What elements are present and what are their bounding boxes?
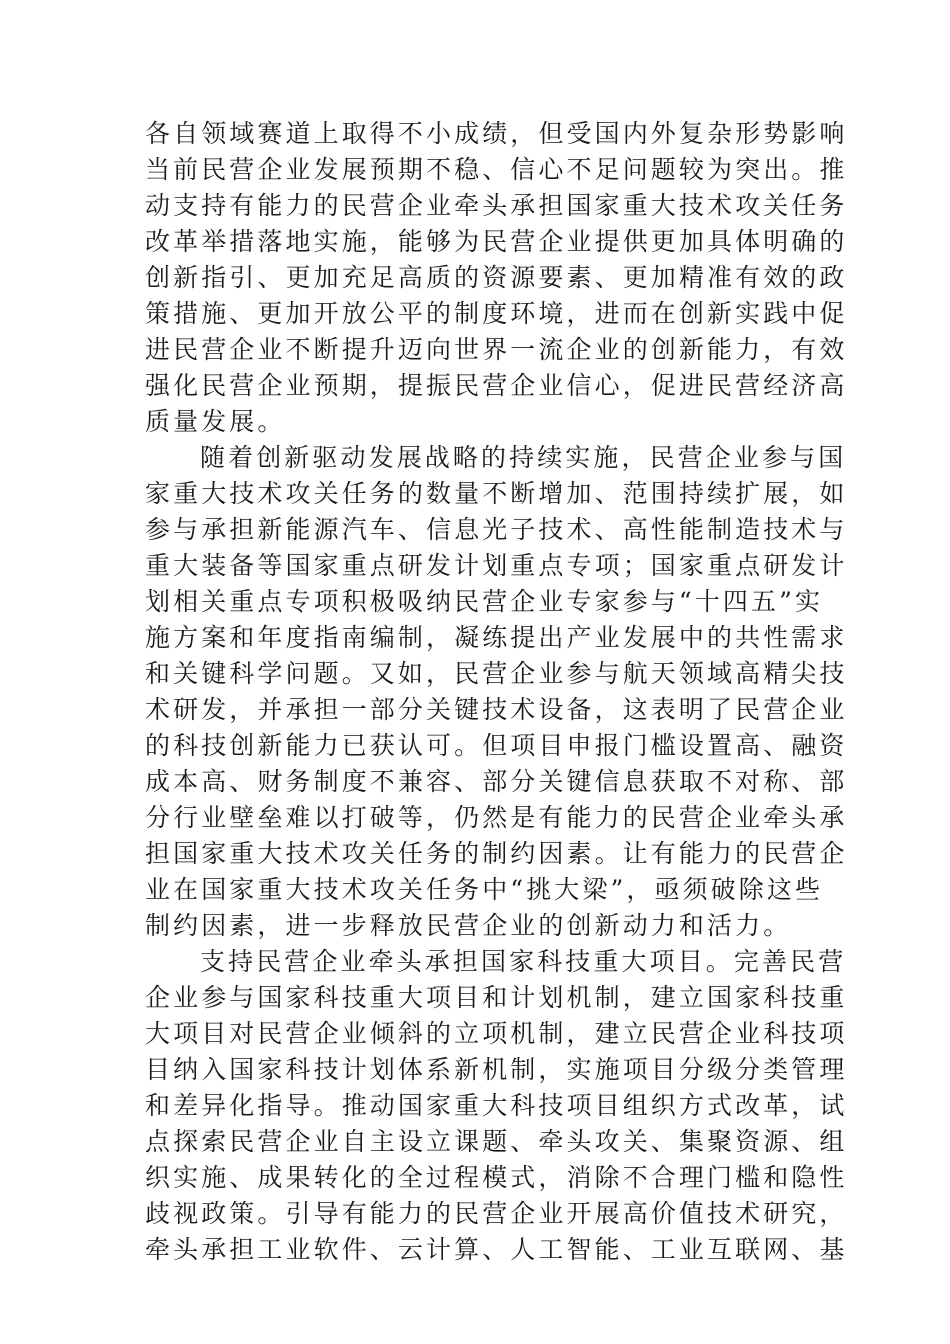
text-line: 动支持有能力的民营企业牵头承担国家重大技术攻关任务 bbox=[145, 191, 848, 220]
text-line: 进民营企业不断提升迈向世界一流企业的创新能力，有效 bbox=[145, 335, 848, 364]
text-line: 创新指引、更加充足高质的资源要素、更加精准有效的政 bbox=[145, 263, 848, 292]
text-line: 的科技创新能力已获认可。但项目申报门槛设置高、融资 bbox=[145, 731, 848, 760]
text-line: 划相关重点专项积极吸纳民营企业专家参与“十四五”实 bbox=[145, 587, 824, 616]
text-line: 制约因素，进一步释放民营企业的创新动力和活力。 bbox=[145, 911, 792, 940]
paragraph-first-line: 支持民营企业牵头承担国家科技重大项目。完善民营 bbox=[200, 947, 847, 976]
text-line: 业在国家重大技术攻关任务中“挑大梁”，亟须破除这些 bbox=[145, 875, 824, 904]
text-line: 歧视政策。引导有能力的民营企业开展高价值技术研究， bbox=[145, 1199, 848, 1228]
text-line: 成本高、财务制度不兼容、部分关键信息获取不对称、部 bbox=[145, 767, 848, 796]
text-line: 质量发展。 bbox=[145, 407, 286, 436]
text-line: 策措施、更加开放公平的制度环境，进而在创新实践中促 bbox=[145, 299, 848, 328]
text-line: 当前民营企业发展预期不稳、信心不足问题较为突出。推 bbox=[145, 155, 848, 184]
text-line: 各自领域赛道上取得不小成绩，但受国内外复杂形势影响 bbox=[145, 119, 848, 148]
text-line: 家重大技术攻关任务的数量不断增加、范围持续扩展，如 bbox=[145, 479, 848, 508]
text-line: 牵头承担工业软件、云计算、人工智能、工业互联网、基 bbox=[145, 1235, 848, 1264]
text-line: 强化民营企业预期，提振民营企业信心，促进民营经济高 bbox=[145, 371, 848, 400]
paragraph-first-line: 随着创新驱动发展战略的持续实施，民营企业参与国 bbox=[200, 443, 847, 472]
text-line: 和差异化指导。推动国家重大科技项目组织方式改革，试 bbox=[145, 1091, 848, 1120]
text-line: 企业参与国家科技重大项目和计划机制，建立国家科技重 bbox=[145, 983, 848, 1012]
text-line: 担国家重大技术攻关任务的制约因素。让有能力的民营企 bbox=[145, 839, 848, 868]
text-line: 点探索民营企业自主设立课题、牵头攻关、集聚资源、组 bbox=[145, 1127, 848, 1156]
text-line: 和关键科学问题。又如，民营企业参与航天领域高精尖技 bbox=[145, 659, 848, 688]
text-line: 大项目对民营企业倾斜的立项机制，建立民营企业科技项 bbox=[145, 1019, 848, 1048]
text-line: 参与承担新能源汽车、信息光子技术、高性能制造技术与 bbox=[145, 515, 848, 544]
text-line: 施方案和年度指南编制，凝练提出产业发展中的共性需求 bbox=[145, 623, 848, 652]
text-line: 目纳入国家科技计划体系新机制，实施项目分级分类管理 bbox=[145, 1055, 848, 1084]
text-line: 重大装备等国家重点研发计划重点专项；国家重点研发计 bbox=[145, 551, 848, 580]
text-line: 织实施、成果转化的全过程模式，消除不合理门槛和隐性 bbox=[145, 1163, 848, 1192]
text-line: 改革举措落地实施，能够为民营企业提供更加具体明确的 bbox=[145, 227, 848, 256]
text-line: 分行业壁垒难以打破等，仍然是有能力的民营企业牵头承 bbox=[145, 803, 848, 832]
text-line: 术研发，并承担一部分关键技术设备，这表明了民营企业 bbox=[145, 695, 848, 724]
